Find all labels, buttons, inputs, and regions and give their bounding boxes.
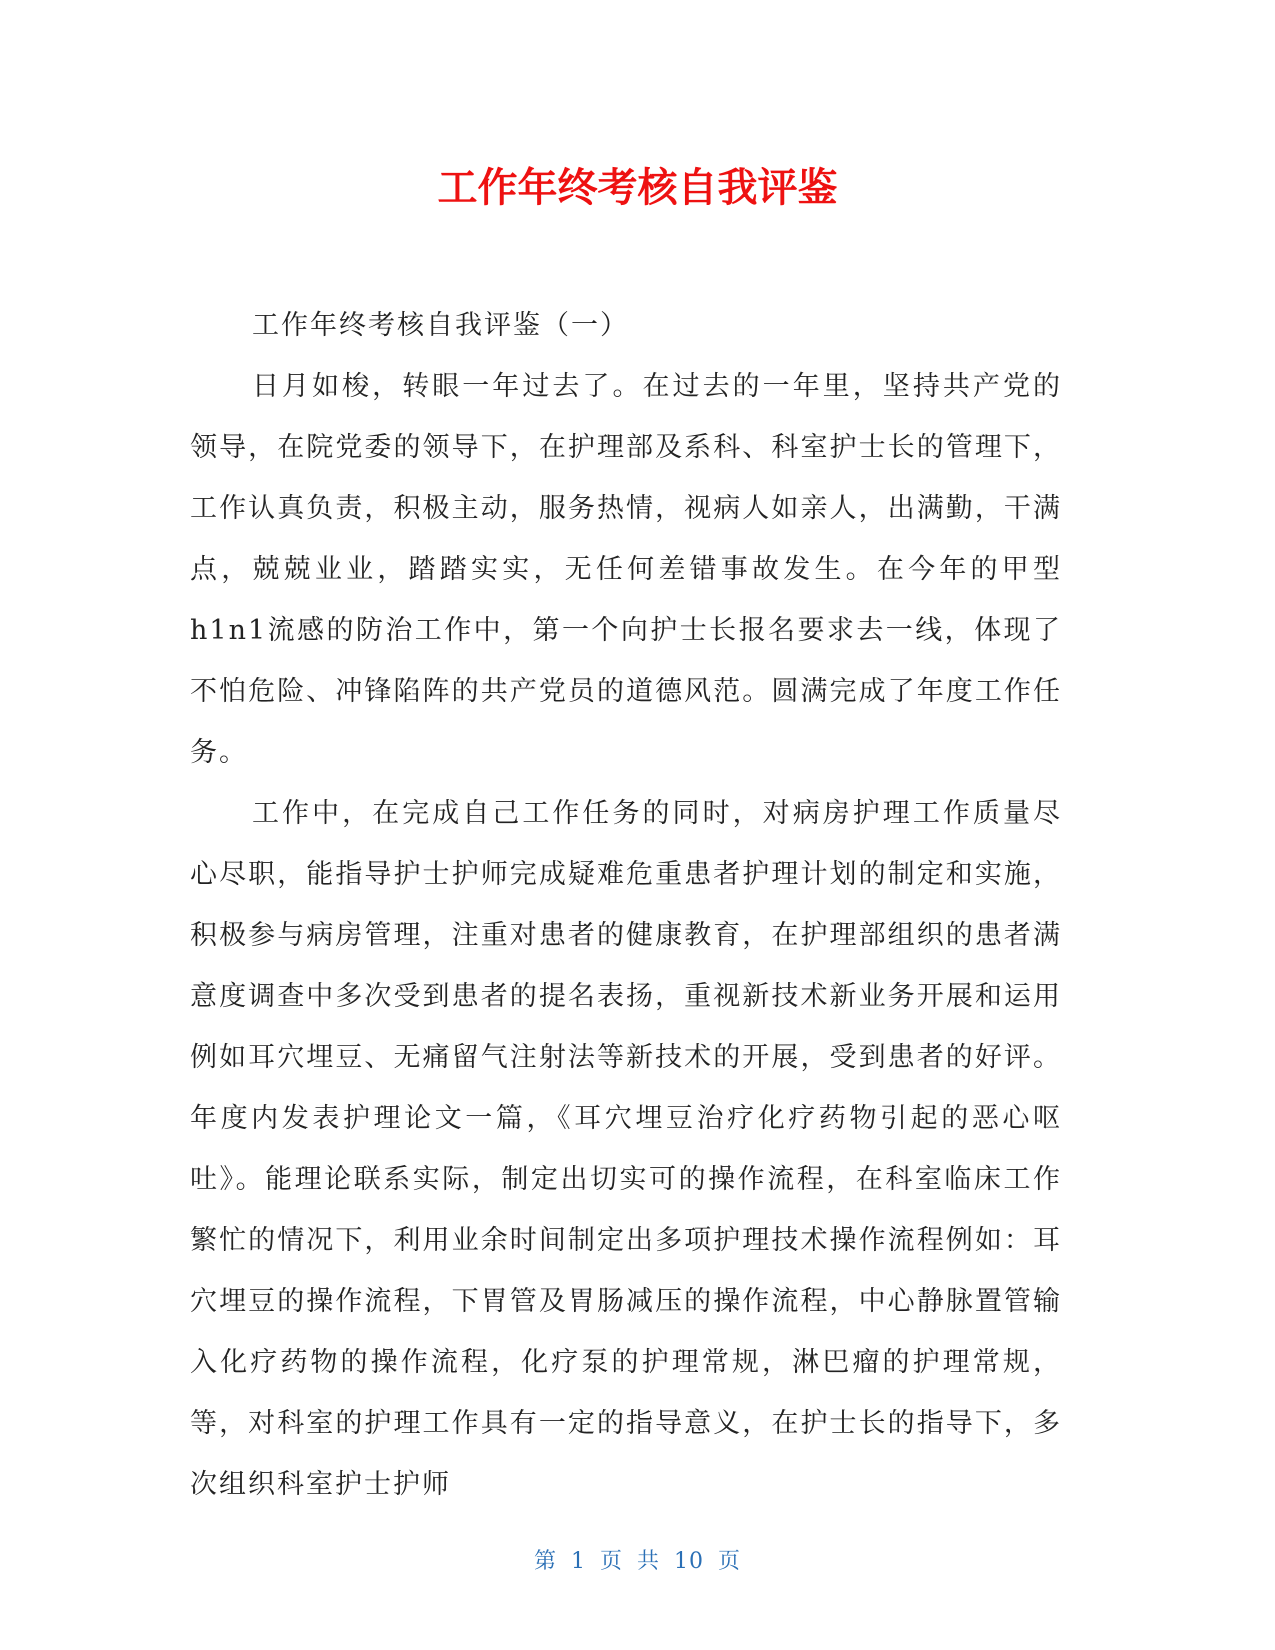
body-paragraph-1: 日月如梭，转眼一年过去了。在过去的一年里，坚持共产党的领导，在院党委的领导下，在护理部及系科、科室护士长的管理下，工作认真负责，积极主动，服务热情，视病人如亲人，出满勤，干满点，兢兢业业，踏踏实实，无任何差错事故发生。在今年的甲型h1n1流感的防治工作中，第一个向护士长报名要求去一线，体现了不怕危险、冲锋陷阵的共产党员的道德风范。圆满完成了年度工作任务。 bbox=[190, 371, 1062, 768]
page-number-footer: 第 1 页 共 10 页 bbox=[534, 1549, 741, 1574]
section-subheading: 工作年终考核自我评鉴（一） bbox=[252, 310, 629, 341]
document-title: 工作年终考核自我评鉴 bbox=[437, 165, 838, 211]
body-paragraph-2: 工作中，在完成自己工作任务的同时，对病房护理工作质量尽心尽职，能指导护士护师完成疑难危重患者护理计划的制定和实施，积极参与病房管理，注重对患者的健康教育，在护理部组织的患者满意度调查中多次受到患者的提名表扬，重视新技术新业务开展和运用例如耳穴埋豆、无痛留气注射法等新技术的开展，受到患者的好评。年度内发表护理论文一篇，《耳穴埋豆治疗化疗药物引起的恶心呕吐》。能理论联系实际，制定出切实可的操作流程，在科室临床工作繁忙的情况下，利用业余时间制定出多项护理技术操作流程例如：耳穴埋豆的操作流程，下胃管及胃肠减压的操作流程，中心静脉置管输入化疗药物的操作流程，化疗泵的护理常规，淋巴瘤的护理常规，等，对科室的护理工作具有一定的指导意义，在护士长的指导下，多次组织科室护士护师 bbox=[190, 798, 1062, 1500]
document-body bbox=[190, 295, 1062, 1515]
